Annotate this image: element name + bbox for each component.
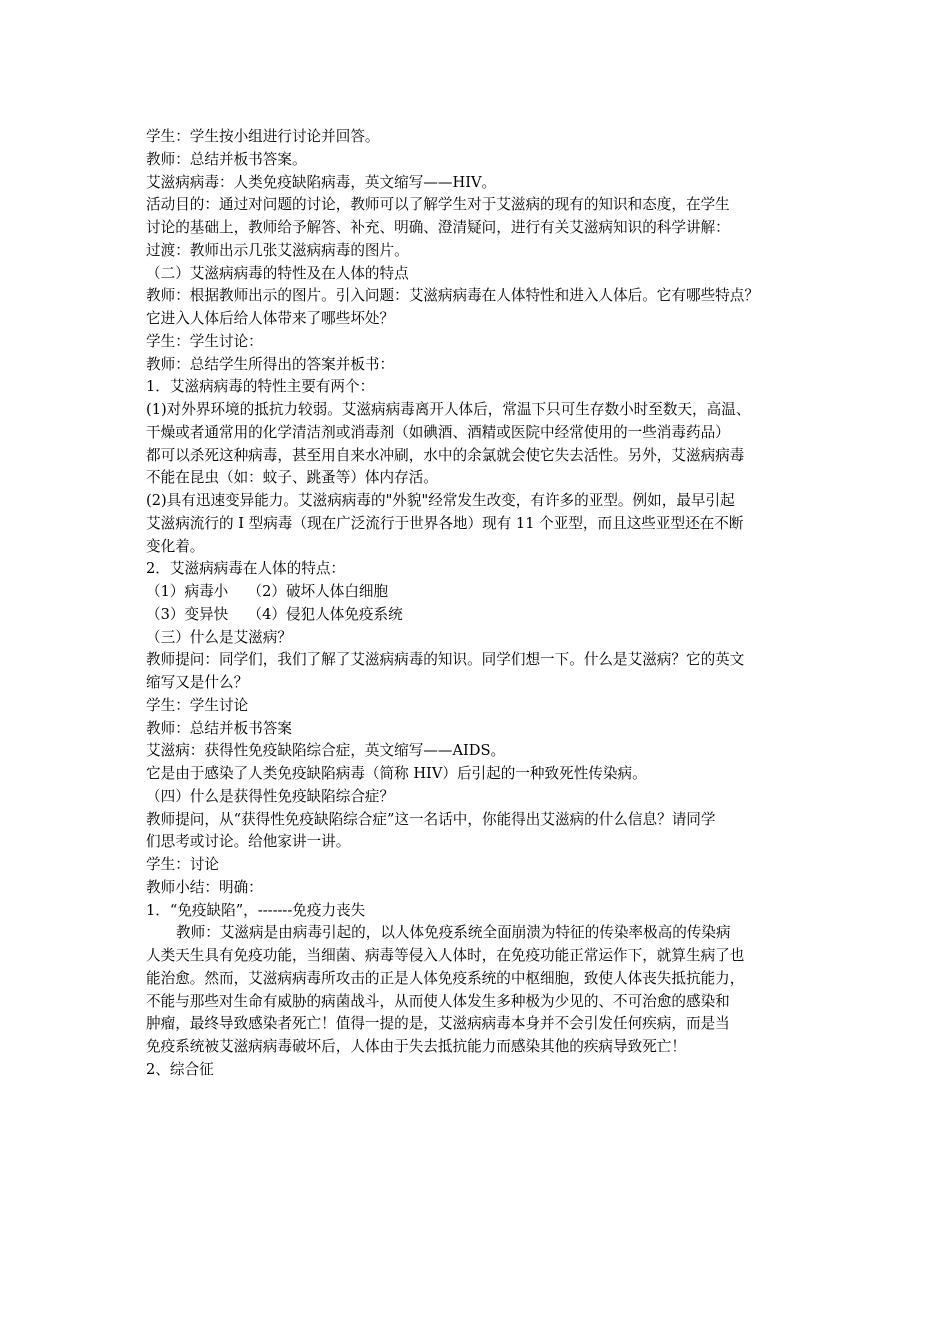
text-line: （二）艾滋病病毒的特性及在人体的特点 [146, 264, 409, 282]
text-line: 变化着。 [146, 537, 205, 555]
text-line: (2)具有迅速变异能力。艾滋病病毒的"外貌"经常发生改变，有许多的亚型。例如，最早引起 [146, 492, 735, 509]
text-line: 艾滋病：获得性免疫缺陷综合症，英文缩写——AIDS。 [146, 742, 506, 760]
text-line: 1．艾滋病病毒的特性主要有两个： [146, 378, 375, 396]
document-body [146, 126, 814, 1082]
text-line: 讨论的基础上，教师给予解答、补充、明确、澄清疑问，进行有关艾滋病知识的科学讲解： [146, 219, 730, 236]
text-line: 干燥或者通常用的化学清洁剂或消毒剂（如碘酒、酒精或医院中经常使用的一些消毒药品） [146, 423, 730, 441]
text-line: 教师小结：明确： [146, 878, 263, 896]
text-line: 肿瘤，最终导致感染者死亡！值得一提的是，艾滋病病毒本身并不会引发任何疾病，而是当 [146, 1015, 730, 1033]
text-line: 学生：学生讨论： [146, 332, 263, 350]
text-line: (1)对外界环境的抵抗力较弱。艾滋病病毒离开人体后，常温下只可生存数小时至数天，高温、 [146, 401, 751, 418]
text-line: 学生：讨论 [146, 856, 219, 873]
text-line: 教师：总结并板书答案 [146, 719, 292, 737]
text-line: 都可以杀死这种病毒，甚至用自来水冲刷，水中的余氯就会使它失去活性。另外，艾滋病病毒 [146, 446, 745, 464]
text-line: 不能与那些对生命有威胁的病菌战斗，从而使人体发生多种极为少见的、不可治愈的感染和 [146, 992, 730, 1010]
text-line: 它是由于感染了人类免疫缺陷病毒（简称 HIV）后引起的一种致死性传染病。 [146, 765, 647, 782]
text-line: 免疫系统被艾滋病病毒破坏后，人体由于失去抵抗能力而感染其他的疾病导致死亡！ [146, 1038, 686, 1055]
text-line: （四）什么是获得性免疫缺陷综合症？ [146, 787, 395, 805]
text-line: 教师：根据教师出示的图片。引入问题：艾滋病病毒在人体特性和进入人体后。它有哪些特点？ [146, 287, 759, 305]
text-line: 教师提问：同学们，我们了解了艾滋病病毒的知识。同学们想一下。什么是艾滋病？它的英文 [146, 651, 745, 669]
text-line: 2．艾滋病病毒在人体的特点： [146, 560, 346, 578]
text-line: 艾滋病流行的 I 型病毒（现在广泛流行于世界各地）现有 11 个亚型，而且这些亚型还在不断 [146, 514, 744, 532]
text-line: 2、综合征 [146, 1060, 214, 1078]
text-line: （1）病毒小 （2）破坏人体白细胞 [146, 583, 389, 600]
text-line: （3）变异快 （4）侵犯人体免疫系统 [146, 605, 403, 623]
text-line: 不能在昆虫（如：蚊子、跳蚤等）体内存活。 [146, 469, 438, 487]
text-line: 们思考或讨论。给他家讲一讲。 [146, 833, 351, 851]
text-line: 艾滋病病毒：人类免疫缺陷病毒，英文缩写——HIV。 [146, 173, 497, 191]
text-line: 教师：总结学生所得出的答案并板书： [146, 355, 395, 373]
text-line: 缩写又是什么？ [146, 674, 249, 691]
text-line: 人类天生具有免疫功能，当细菌、病毒等侵入人体时，在免疫功能正常运作下，就算生病了也 [146, 947, 745, 964]
text-line: 过渡：教师出示几张艾滋病病毒的图片。 [146, 241, 409, 259]
text-line: 教师：总结并板书答案。 [146, 150, 307, 168]
text-line: （三）什么是艾滋病？ [146, 628, 292, 646]
text-line: 能治愈。然而，艾滋病病毒所攻击的正是人体免疫系统的中枢细胞，致使人体丧失抵抗能力， [146, 969, 745, 987]
text-line: 教师提问，从“获得性免疫缺陷综合症”这一名话中，你能得出艾滋病的什么信息？请同学 [146, 810, 716, 828]
text-line: 活动目的：通过对问题的讨论，教师可以了解学生对于艾滋病的现有的知识和态度，在学生 [146, 196, 730, 214]
text-line: 教师：艾滋病是由病毒引起的，以人体免疫系统全面崩溃为特征的传染率极高的传染病 [176, 924, 731, 942]
text-line: 学生：学生讨论 [146, 696, 249, 714]
text-line: 学生：学生按小组进行讨论并回答。 [146, 128, 380, 145]
text-line: 1．“免疫缺陷”，-------免疫力丧失 [146, 901, 366, 919]
text-line: 它进入人体后给人体带来了哪些坏处？ [146, 310, 395, 327]
